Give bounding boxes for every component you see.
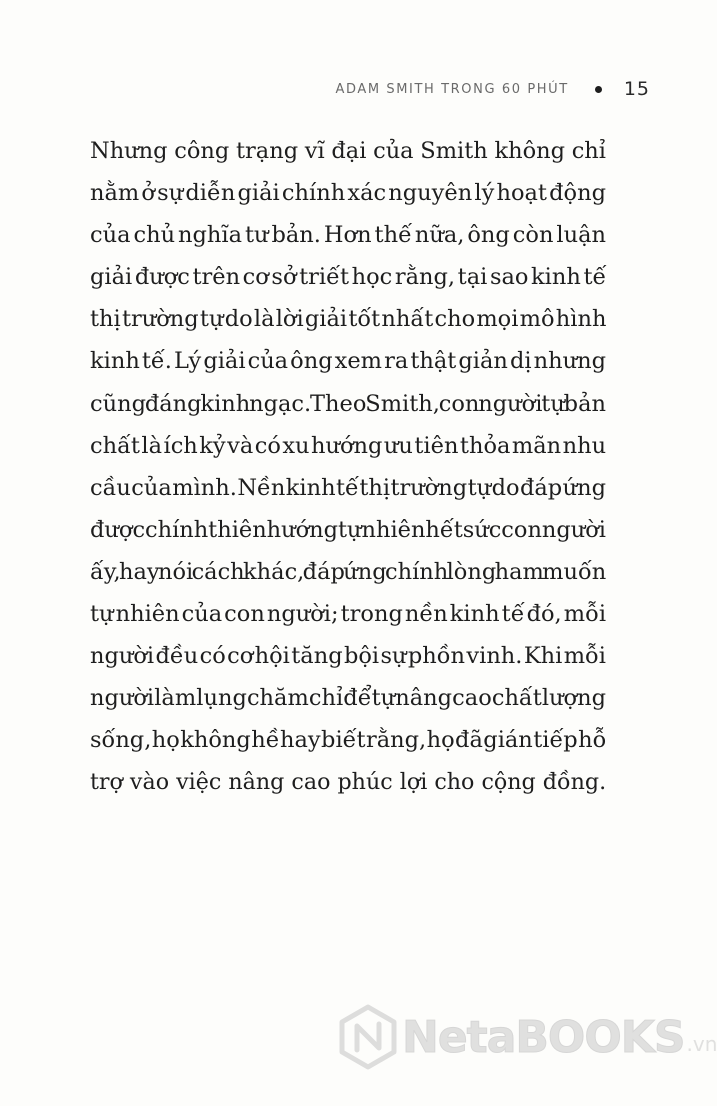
header-bullet <box>595 86 602 93</box>
paragraph-line: giải được trên cơ sở triết học rằng, tại sao kinh tế <box>90 264 607 291</box>
paragraph-line: của chủ nghĩa tư bản. Hơn thế nữa, ông còn luận <box>90 222 606 249</box>
paragraph-line: Nhưng công trạng vĩ đại của Smith không chỉ <box>90 138 606 164</box>
page-number: 15 <box>623 78 650 100</box>
paragraph-line: trợ vào việc nâng cao phúc lợi cho cộng đồng. <box>90 769 607 796</box>
running-title: ADAM SMITH TRONG 60 PHÚT <box>335 81 569 97</box>
page-header <box>335 78 650 100</box>
paragraph-line: được chính thiên hướng tự nhiên hết sức con người <box>90 516 606 543</box>
paragraph-line: người làm lụng chăm chỉ để tự nâng cao chất lượng <box>90 685 606 712</box>
paragraph-line: cũng đáng kinh ngạc. Theo Smith, con người tự bản <box>90 390 606 417</box>
watermark-brand: NetaBOOKS <box>402 1011 685 1063</box>
netabooks-logo-icon <box>338 1004 398 1070</box>
paragraph-line: thị trường tự do là lời giải tốt nhất cho mọi mô hình <box>90 306 607 333</box>
paragraph-line: chất là ích kỷ và có xu hướng ưu tiên thỏa mãn nhu <box>90 432 607 459</box>
body-paragraph <box>90 130 606 804</box>
paragraph-line: tự nhiên của con người; trong nền kinh tế đó, mỗi <box>90 601 607 628</box>
paragraph-line: cầu của mình. Nền kinh tế thị trường tự do đáp ứng <box>90 474 606 501</box>
watermark <box>338 1004 717 1070</box>
paragraph-line: nằm ở sự diễn giải chính xác nguyên lý hoạt động <box>90 180 606 207</box>
watermark-suffix: .vn <box>686 1032 717 1056</box>
paragraph-line: kinh tế. Lý giải của ông xem ra thật giản dị nhưng <box>90 348 606 375</box>
paragraph-line: ấy, hay nói cách khác, đáp ứng chính lòng ham muốn <box>90 558 607 585</box>
paragraph-line: người đều có cơ hội tăng bội sự phồn vinh. Khi mỗi <box>90 643 606 670</box>
paragraph-line: sống, họ không hề hay biết rằng, họ đã gián tiếp hỗ <box>90 727 607 754</box>
